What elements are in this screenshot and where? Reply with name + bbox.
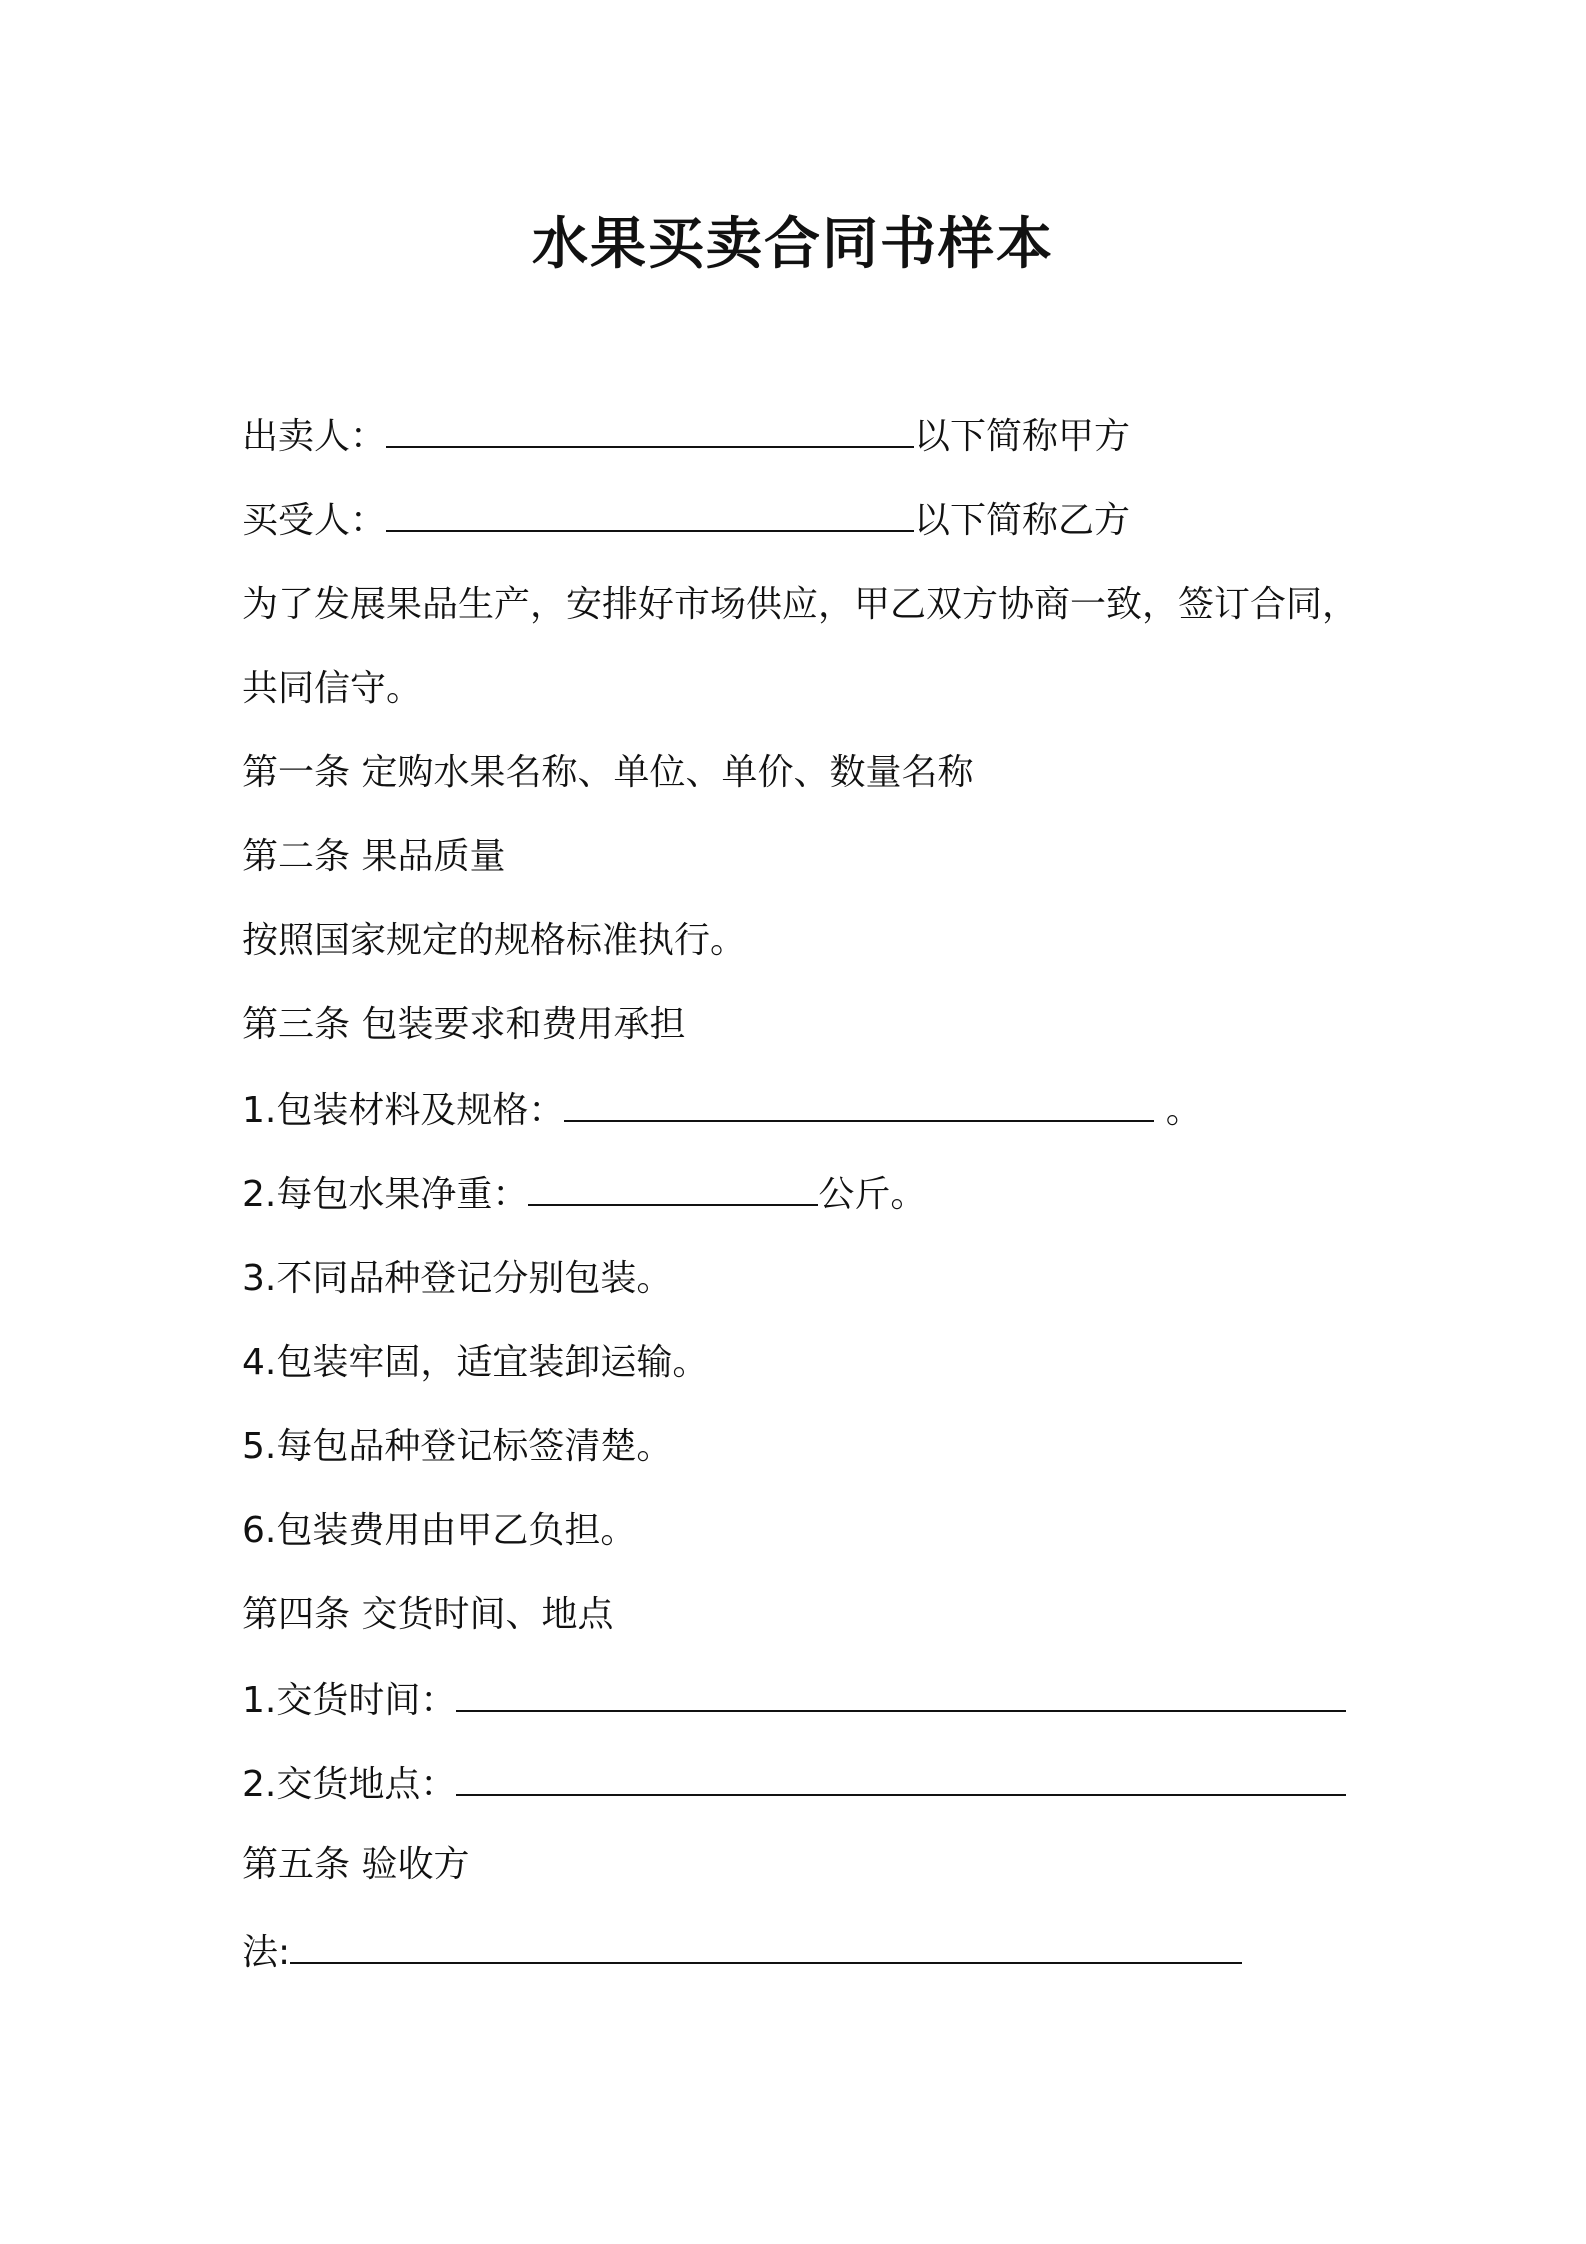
buyer-blank[interactable] [386,496,914,532]
delivery-time-blank[interactable] [456,1676,1346,1712]
delivery-place-label: 2.交货地点： [242,1764,457,1805]
intro-line-2: 共同信守。 [242,668,423,709]
packaging-item-1-suffix: 。 [1154,1090,1202,1131]
packaging-item-4: 4.包装牢固，适宜装卸运输。 [242,1342,709,1383]
article-4-heading: 第四条 交货时间、地点 [242,1594,614,1635]
buyer-suffix: 以下简称乙方 [914,500,1131,541]
seller-suffix: 以下简称甲方 [914,416,1131,457]
packaging-item-1 [242,1086,1202,1136]
article-2-heading: 第二条 果品质量 [242,836,506,877]
document-title: 水果买卖合同书样本 [532,212,1054,277]
delivery-place-blank[interactable] [456,1760,1346,1796]
inspection-method-label: 法: [242,1932,291,1973]
buyer-line [242,496,1130,546]
inspection-method-blank[interactable] [290,1928,1242,1964]
packaging-item-5: 5.每包品种登记标签清楚。 [242,1426,673,1467]
article-2-body: 按照国家规定的规格标准执行。 [242,920,747,961]
seller-blank[interactable] [386,412,914,448]
packaging-material-blank[interactable] [564,1086,1154,1122]
seller-label: 出卖人： [242,416,387,457]
packaging-item-6: 6.包装费用由甲乙负担。 [242,1510,637,1551]
delivery-place-line [242,1760,1346,1810]
article-5-heading: 第五条 验收方 [242,1844,470,1885]
inspection-method-line [242,1928,1242,1978]
packaging-item-1-label: 1.包装材料及规格： [242,1090,565,1131]
packaging-item-2-label: 2.每包水果净重： [242,1174,529,1215]
seller-line [242,412,1130,462]
article-1-heading: 第一条 定购水果名称、单位、单价、数量名称 [242,752,974,793]
delivery-time-line [242,1676,1346,1726]
buyer-label: 买受人： [242,500,387,541]
article-3-heading: 第三条 包装要求和费用承担 [242,1004,686,1045]
delivery-time-label: 1.交货时间： [242,1680,457,1721]
intro-line-1: 为了发展果品生产，安排好市场供应，甲乙双方协商一致，签订合同， [242,584,1359,625]
packaging-item-2-suffix: 公斤。 [818,1174,927,1215]
packaging-item-2 [242,1170,926,1220]
packaging-item-3: 3.不同品种登记分别包装。 [242,1258,673,1299]
net-weight-blank[interactable] [528,1170,818,1206]
